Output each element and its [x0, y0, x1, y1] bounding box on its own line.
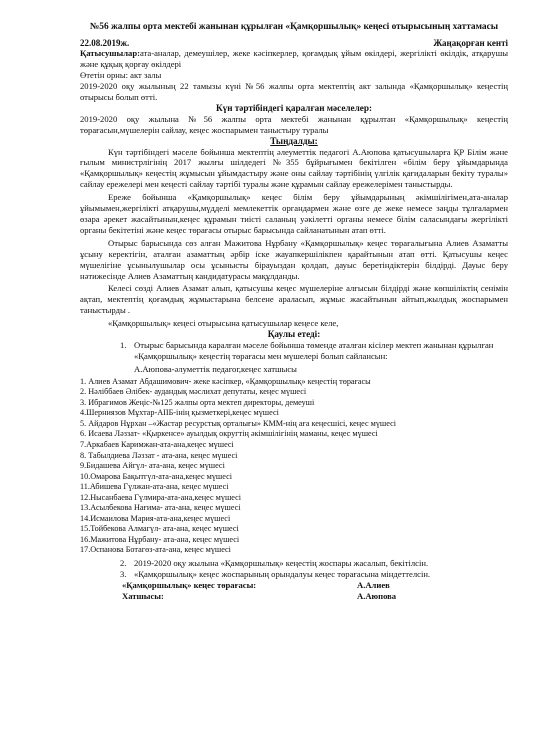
paragraph-2: Ереже бойынша «Қамқоршылық» кеңес білім беру ұйымдарының әкімшілігімен,ата-аналар ұйымымен,жергілікті атқарушы,мүдделі мемлекеттік органдармен және өзге де жеке немесе заңды тұлғалармен өзара әрекет жасайтынын,кеңес құрамын тиісті саланың уәкілетті органы немесе білім саласындағы жергілікті органы бекітетіні және кеңес төрағасы отырыс барысында сайланатынын атап өтті.	[80, 192, 508, 235]
attendees-text: ата-аналар, демеушілер, жеке кәсіпкерлер, қоғамдық ұйым өкілдері, жергілікті өкілдік, атқарушы және құқық қорғау өкілдері	[80, 48, 508, 70]
secretary-name: А.Аюпова	[357, 590, 397, 601]
paragraph-4: Келесі сөзді Алиев Азамат алып, қатысушы кеңес мүшелеріне алғысын білдірді және көпшіліктің сенімін ақтап, мектептің қоғамдық жұмыстарына белсене араласып, жұмыс жасайтынын айтып,жылдық жоспарымен таныстырды .	[80, 283, 508, 316]
meeting-date: 22.08.2019ж.	[80, 37, 130, 48]
members-list	[80, 377, 508, 556]
list-item: 17.Оспанова Ботагөз-ата-ана, кеңес мүшесі	[80, 545, 231, 555]
list-item: 10.Омарова Бақытгүл-ата-ана,кеңес мүшесі	[80, 471, 232, 481]
secretary-line: А.Аюпова-әлуметтік педагог,кеңес хатшысы	[134, 363, 297, 374]
paragraph-5: «Қамқоршылық» кеңесі отырысына қатысушылар кеңесе келе,	[108, 318, 339, 329]
decision-3-text: «Қамқоршылық» кеңес жоспарының орындалуы кеңес төрағасына міндеттелсін.	[134, 568, 431, 579]
list-item: 15.Тойбекова Алмагүл- ата-ана, кеңес мүшесі	[80, 524, 239, 534]
decision-heading: Қаулы етеді:	[267, 329, 321, 340]
meeting-place: Жаңақорған кенті	[433, 37, 508, 48]
list-item: 8. Табылдиева Ләззат - ата-ана, кеңес мүшесі	[80, 450, 238, 460]
list-item: 4.Шерниязов Мұхтар-АІІБ-інің қызметкері,кеңес мүшесі	[80, 408, 279, 418]
decision-item-2	[80, 558, 508, 569]
decision-3-number: 3.	[120, 568, 127, 579]
date-place-row	[80, 38, 508, 49]
list-item: 5. Айдаров Нұрхан –«Жастар ресурстық орталығы» КММ-нің аға кеңесшісі, кеңес мүшесі	[80, 418, 396, 428]
list-item: 9.Бидашева Айгүл- ата-ана, кеңес мүшесі	[80, 461, 225, 471]
listened-heading: Тыңдалды:	[270, 135, 318, 146]
list-item: 16.Мажитова Нұрбану- ата-ана, кеңес мүшесі	[80, 534, 240, 544]
list-item: 13.Асылбекова Нағима- ата-ана, кеңес мүшесі	[80, 503, 241, 513]
venue-line: Өтетін орны: акт залы	[80, 70, 162, 81]
chair-signature-row	[80, 580, 508, 591]
decision-1-number: 1.	[120, 339, 127, 350]
attendees-label: Қатысушылар:	[80, 48, 140, 59]
decision-2-text: 2019-2020 оқу жылына «Қамқоршылық» кеңестің жоспары жасалып, бекітілсін.	[134, 557, 429, 568]
agenda-heading: Күн тәртібіндегі қаралған мәселелер:	[215, 102, 373, 113]
intro-paragraph: 2019-2020 оқу жылының 22 тамызы күні №56 жалпы орта мектептің акт залында «Қамқоршылық» кеңестің отырысы болып өтті.	[80, 81, 508, 103]
decision-2-number: 2.	[120, 557, 127, 568]
attendees-paragraph	[80, 48, 508, 70]
secretary-signature-row	[80, 591, 508, 602]
list-item: 12.Нысанбаева Гүлмира-ата-ана,кеңес мүшесі	[80, 492, 241, 502]
list-item: 7.Аркабаев Каримжан-ата-ана,кеңес мүшесі	[80, 439, 234, 449]
secretary-label: Хатшысы:	[122, 590, 164, 601]
list-item: 1. Алиев Азамат Абдашимович- жеке кәсіпкер, «Қамқоршылық» кеңестің төрағасы	[80, 376, 371, 386]
chair-label: «Қамқоршылық» кеңес төрағасы:	[122, 579, 257, 590]
list-item: 6. Исаева Ләззат- «Қыркенсе» ауылдық округтің әкімшілігінің маманы, кеңес мүшесі	[80, 429, 378, 439]
list-item: 2. Нәліббаев Әлібек- аудандық мәслихат депутаты, кеңес мүшесі	[80, 387, 307, 397]
decision-item-1	[80, 340, 508, 362]
paragraph-1: Күн тәртібіндегі мәселе бойынша мектептің әлеуметтік педагогі А.Аюпова қатысушыларға ҚР Білім және ғылым министрлігінің 2017 жылғы шілдедегі №355 бұйрығымен бекітілген «білім беру ұйымдарында «Қамқоршылық» кеңестің жұмысын ұйымдастыру және оны сайлау тәртібінің үлгілік қағидаларын бекіту туралы» сайлау ережелері мен кеңесті сайлау тәртібі туралы және құрамын сайлау ережелерімен таныстырды.	[80, 146, 508, 190]
document-title: №56 жалпы орта мектебі жанынан құрылған «Қамқоршылық» кеңесі отырысының хаттамасы	[89, 22, 499, 32]
chair-name: А.Алиев	[357, 579, 390, 590]
list-item: 11.Абишева Гүлжан-ата-ана, кеңес мүшесі	[80, 482, 229, 492]
paragraph-3: Отырыс барысында сөз алған Мажитова Нұрбану «Қамқоршылық» кеңес төрағалығына Алиев Азаматты ұсыну керектігін, аталған азаматтың әрбір іске жауапкершілікпен қарайтынын атап өтті. Қатысушы кеңес мүшелігіне ұсынылушылар осы ұсынысты бірауыздан қолдап, дауыс беретіндіктерін білдірді. Дауыс беру нәтижесінде Алиев Азаматтың кандидатурасы мақұлданды.	[80, 237, 508, 281]
decision-item-3	[80, 569, 508, 580]
decision-1-text: Отырыс барысында каралған мәселе бойынша төменде аталған кісілер мектеп жанынан құрылған «Қамқоршылық» кеңестің төрағасы мен мүшелері болып сайлансын:	[134, 339, 494, 361]
list-item: 14.Исмаилова Мария-ата-ана,кеңес мүшесі	[80, 513, 231, 523]
list-item: 3. Ибрагимов Жеңіс-№125 жалпы орта мектеп директоры, демеуші	[80, 397, 315, 407]
agenda-text: 2019-2020 оқу жылына №56 жалпы орта мектебі жанынан құрылтан «Қамқоршылық» кеңестің төрағасын,мүшелерін сайлау, кеңес жоспарымен таныстыру туралы	[80, 113, 508, 135]
